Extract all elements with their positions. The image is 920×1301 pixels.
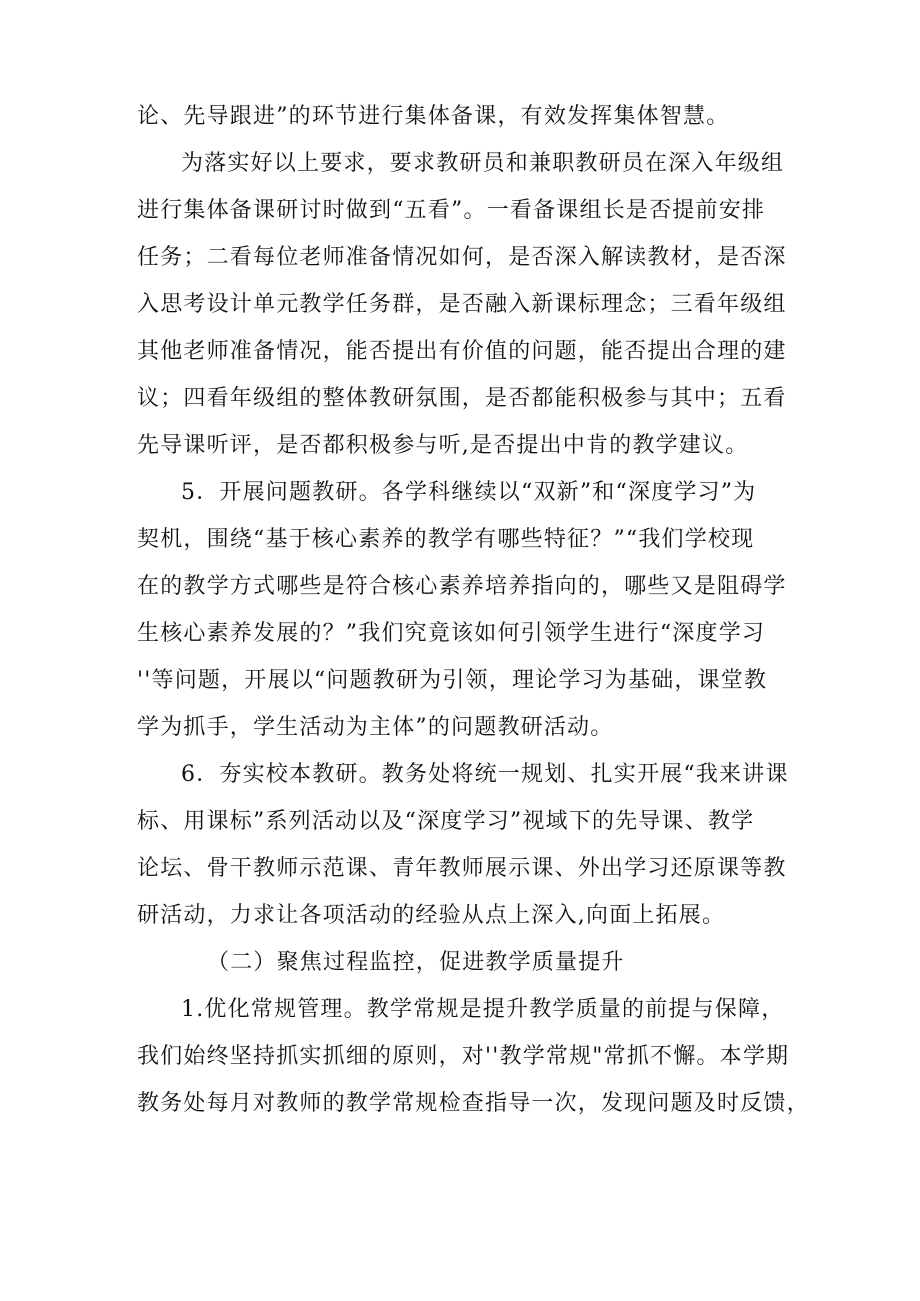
paragraph-line: 标、用课标”系列活动以及“深度学习”视域下的先导课、教学	[137, 809, 755, 834]
paragraph-line: 教务处每月对教师的教学常规检查指导一次，发现问题及时反馈，	[137, 1091, 810, 1116]
paragraph-line: 在的教学方式哪些是符合核心素养培养指向的，哪些又是阻碍学	[137, 574, 787, 599]
paragraph-line: 5．开展问题教研。各学科继续以“双新”和“深度学习”为	[181, 480, 757, 505]
paragraph-line: 入思考设计单元教学任务群，是否融入新课标理念；三看年级组	[137, 292, 787, 317]
paragraph-line: 学为抓手，学生活动为主体”的问题教研活动。	[137, 715, 614, 740]
paragraph-line: 生核心素养发展的？”我们究竟该如何引领学生进行“深度学习	[137, 621, 766, 646]
paragraph-line: 论、先导跟进”的环节进行集体备课，有效发挥集体智慧。	[137, 104, 730, 129]
section-heading: （二）聚焦过程监控，促进教学质量提升	[207, 950, 625, 975]
paragraph-line: 其他老师准备情况，能否提出有价值的问题，能否提出合理的建	[137, 339, 787, 364]
paragraph-line: ''等问题，开展以“问题教研为引领，理论学习为基础，课堂教	[137, 668, 768, 693]
paragraph-line: 先导课听评，是否都积极参与听,是否提出中肯的教学建议。	[137, 433, 749, 458]
paragraph-line: 任务；二看每位老师准备情况如何，是否深入解读教材，是否深	[137, 245, 787, 270]
paragraph-line: 进行集体备课研讨时做到“五看”。一看备课组长是否提前安排	[137, 198, 766, 223]
paragraph-line: 论坛、骨干教师示范课、青年教师展示课、外出学习还原课等教	[137, 856, 787, 881]
paragraph-line: 我们始终坚持抓实抓细的原则，对''教学常规"常抓不懈。本学期	[137, 1044, 790, 1069]
paragraph-line: 6．夯实校本教研。教务处将统一规划、扎实开展“我来讲课	[181, 762, 789, 787]
paragraph-line: 1.优化常规管理。教学常规是提升教学质量的前提与保障，	[181, 997, 785, 1022]
paragraph-line: 议；四看年级组的整体教研氛围，是否都能积极参与其中；五看	[137, 386, 787, 411]
paragraph-line: 为落实好以上要求，要求教研员和兼职教研员在深入年级组	[181, 151, 785, 176]
paragraph-line: 契机，围绕“基于核心素养的教学有哪些特征？”“我们学校现	[137, 527, 755, 552]
paragraph-line: 研活动，力求让各项活动的经验从点上深入,向面上拓展。	[137, 903, 726, 928]
